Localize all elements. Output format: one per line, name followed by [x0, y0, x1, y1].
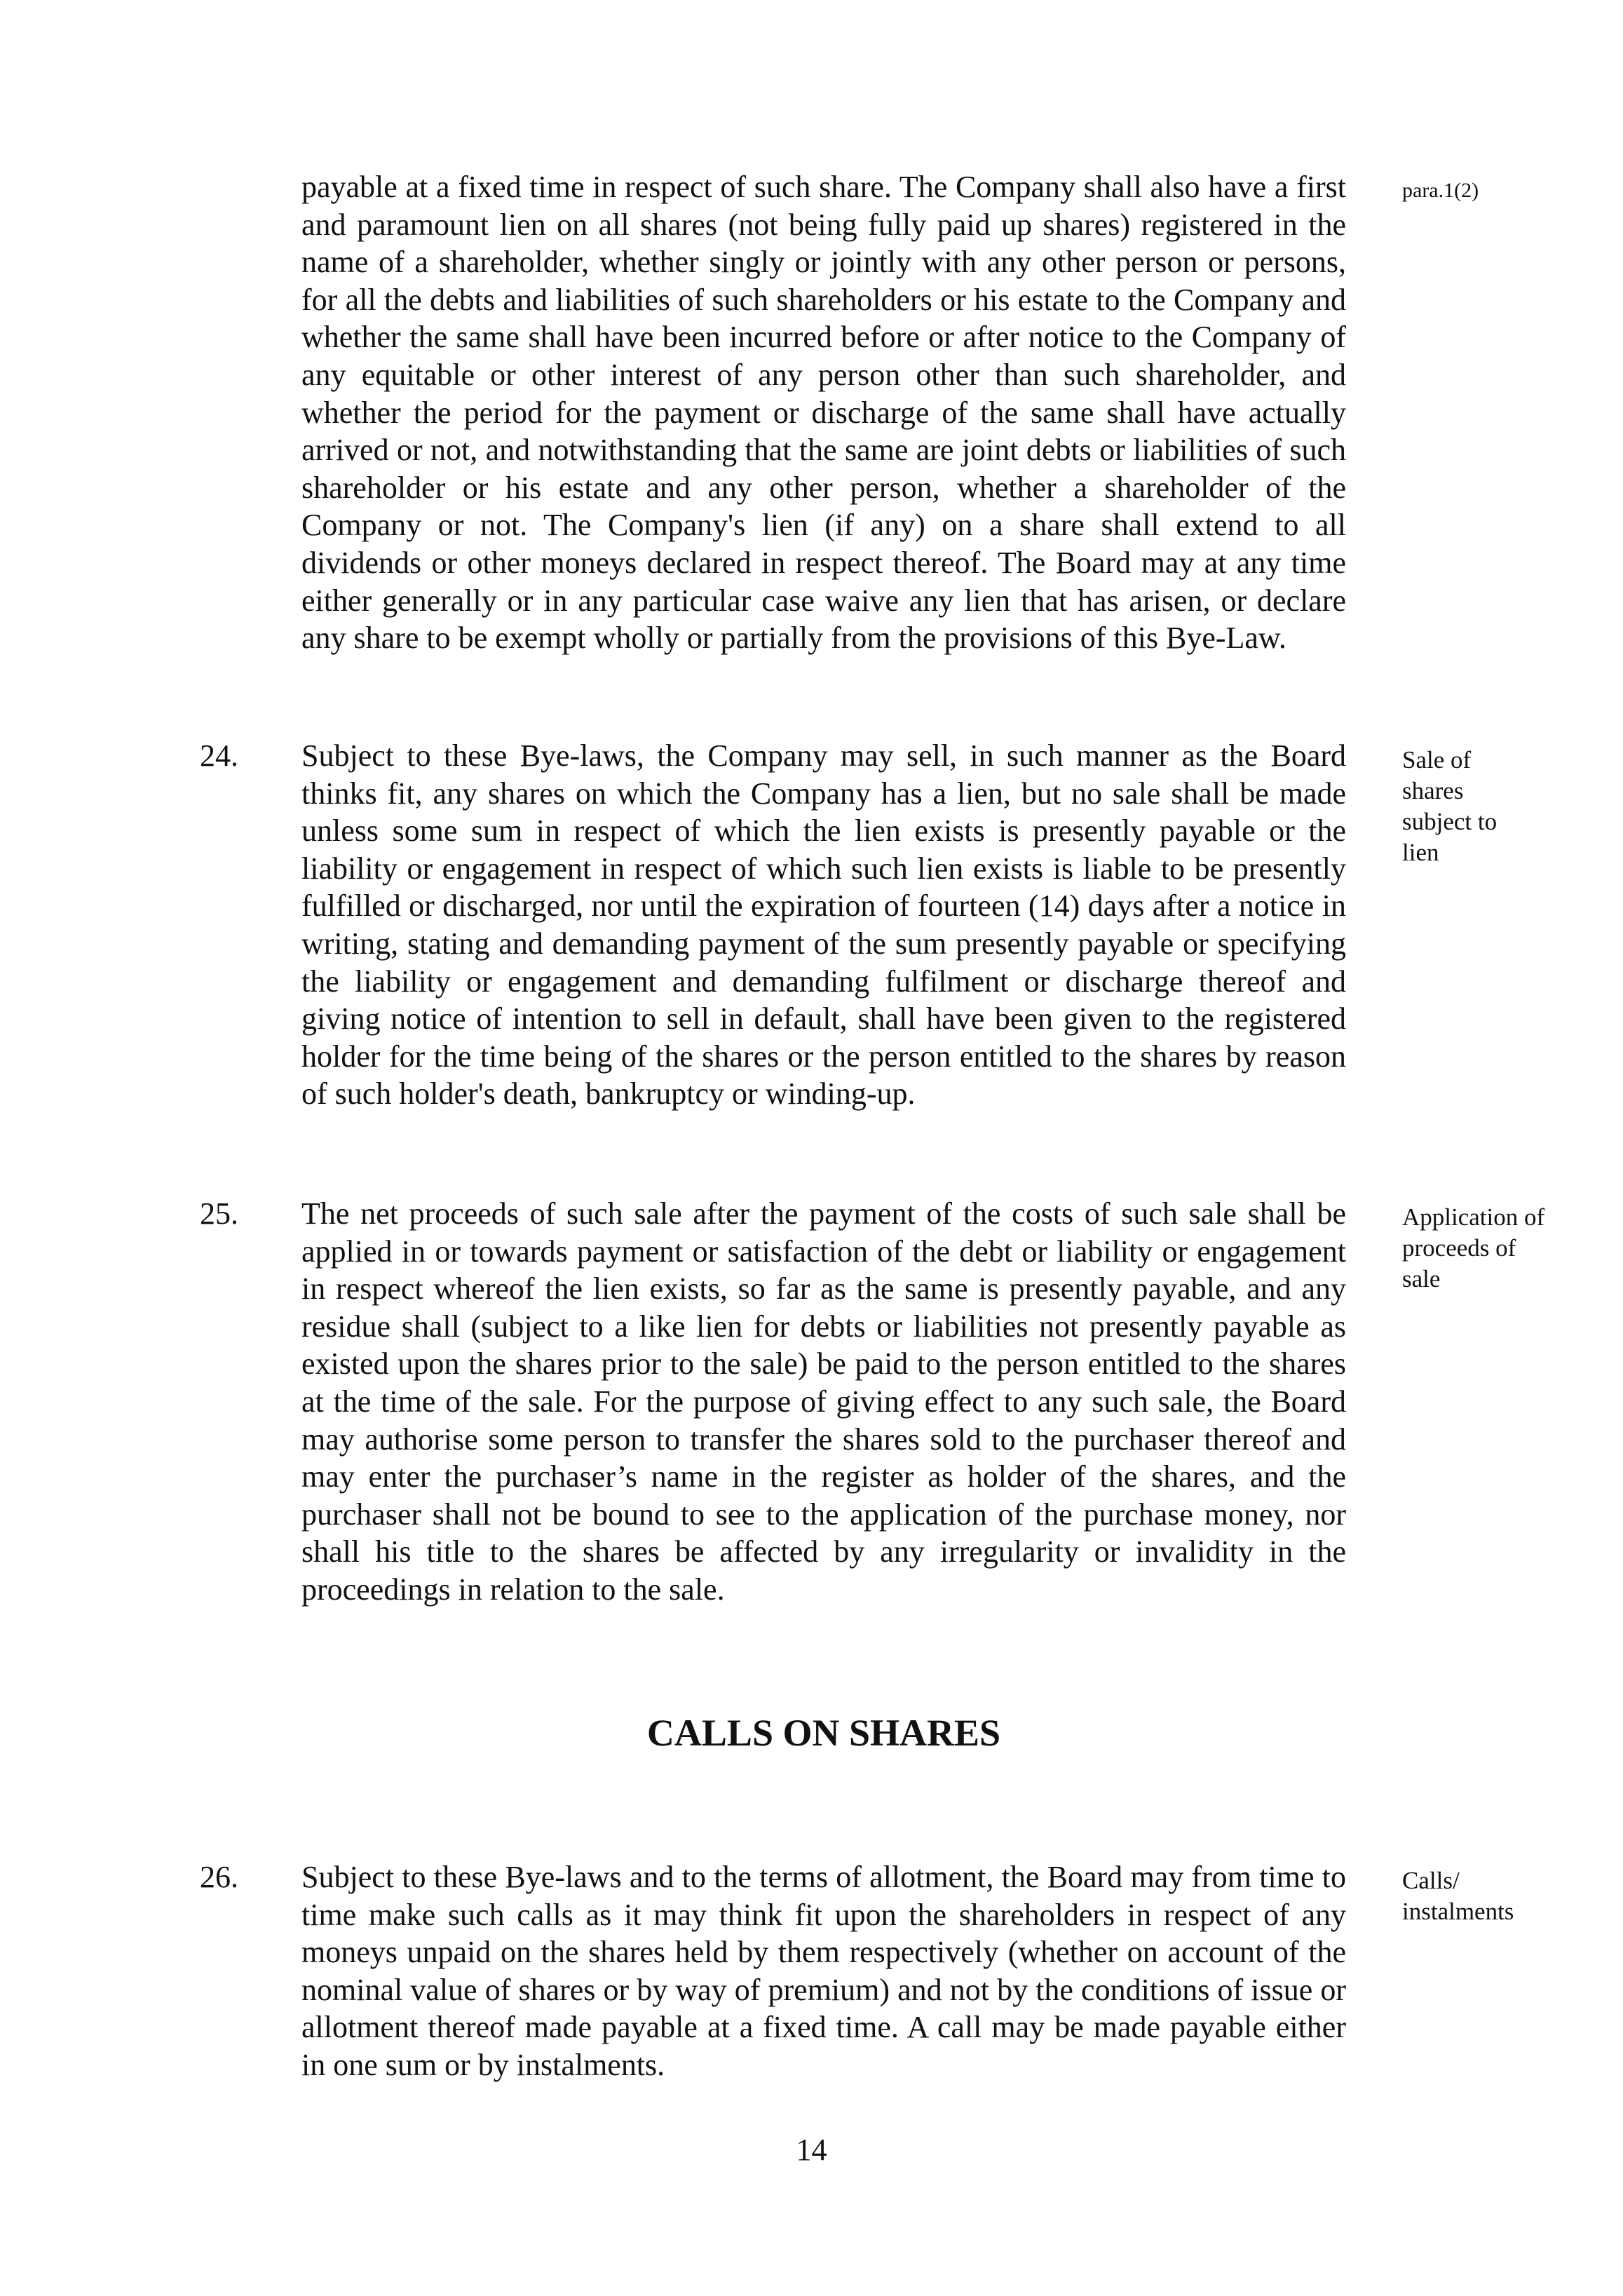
paragraph-continuation: payable at a fixed time in respect of such share. The Company shall also have a first and paramount lien on all shares (not being fully paid up shares) registered in the name of a shareholder, whether singly or jointly with any other person or persons, for all the debts and liabilities of such shareholders or his estate to the Company and whether the same shall have been incurred before or after notice to the Company of any equitable or other interest of any person other than such shareholder, and whether the period for the payment or discharge of the same shall have actually arrived or not, and notwithstanding that the same are joint debts or liabilities of such shareholder or his estate and any other person, whether a shareholder of the Company or not. The Company's lien (if any) on a share shall extend to all dividends or other moneys declared in respect thereof. The Board may at any time either generally or in any particular case waive any lien that has arisen, or declare any share to be exempt wholly or partially from the provisions of this Bye-Law. — [301, 170, 1346, 656]
clause-25-text: The net proceeds of such sale after the payment of the costs of such sale shall be applied in or towards payment or satisfaction of the debt or liability or engagement in respect whereof the lien exists, so far as the same is presently payable, and any residue shall (subject to a like lien for debts or liabilities not presently payable as existed upon the shares prior to the sale) be paid to the person entitled to the shares at the time of the sale. For the purpose of giving effect to any such sale, the Board may authorise some person to transfer the shares sold to the purchaser thereof and may enter the purchaser’s name in the register as holder of the shares, and the purchaser shall not be bound to see to the application of the purchase money, nor shall his title to the shares be affected by any irregularity or invalidity in the proceedings in relation to the sale. — [301, 1196, 1346, 1607]
page-number: 14 — [796, 2133, 827, 2167]
clause-26-text: Subject to these Bye-laws and to the terms of allotment, the Board may from time to time make such calls as it may think fit upon the shareholders in respect of any moneys unpaid on the shares held by them respectively (whether on account of the nominal value of shares or by way of premium) and not by the conditions of issue or allotment thereof made payable at a fixed time. A call may be made payable either in one sum or by instalments. — [301, 1860, 1346, 2082]
margin-note-para-ref: para.1(2) — [1402, 179, 1479, 202]
clause-number-24: 24. — [200, 738, 238, 773]
clause-number-25: 25. — [200, 1196, 238, 1231]
clause-number-26: 26. — [200, 1860, 238, 1894]
margin-note-calls-instalments: Calls/ instalments — [1402, 1867, 1514, 1925]
margin-note-sale-of-shares: Sale of shares subject to lien — [1402, 746, 1498, 866]
section-heading: CALLS ON SHARES — [646, 1712, 1001, 1754]
clause-24-text: Subject to these Bye-laws, the Company may sell, in such manner as the Board thinks fit, any shares on which the Company has a lien, but no sale shall be made unless some sum in respect of which the lien exists is presently payable or the liability or engagement in respect of which such lien exists is liable to be presently fulfilled or discharged, nor until the expiration of fourteen (14) days after a notice in writing, stating and demanding payment of the sum presently payable or specifying the liability or engagement and demanding fulfilment or discharge thereof and giving notice of intention to sell in default, shall have been given to the registered holder for the time being of the shares or the person entitled to the shares by reason of such holder's death, bankruptcy or winding-up. — [301, 738, 1346, 1112]
margin-note-application-of-proceeds: Application of proceeds of sale — [1402, 1203, 1545, 1292]
